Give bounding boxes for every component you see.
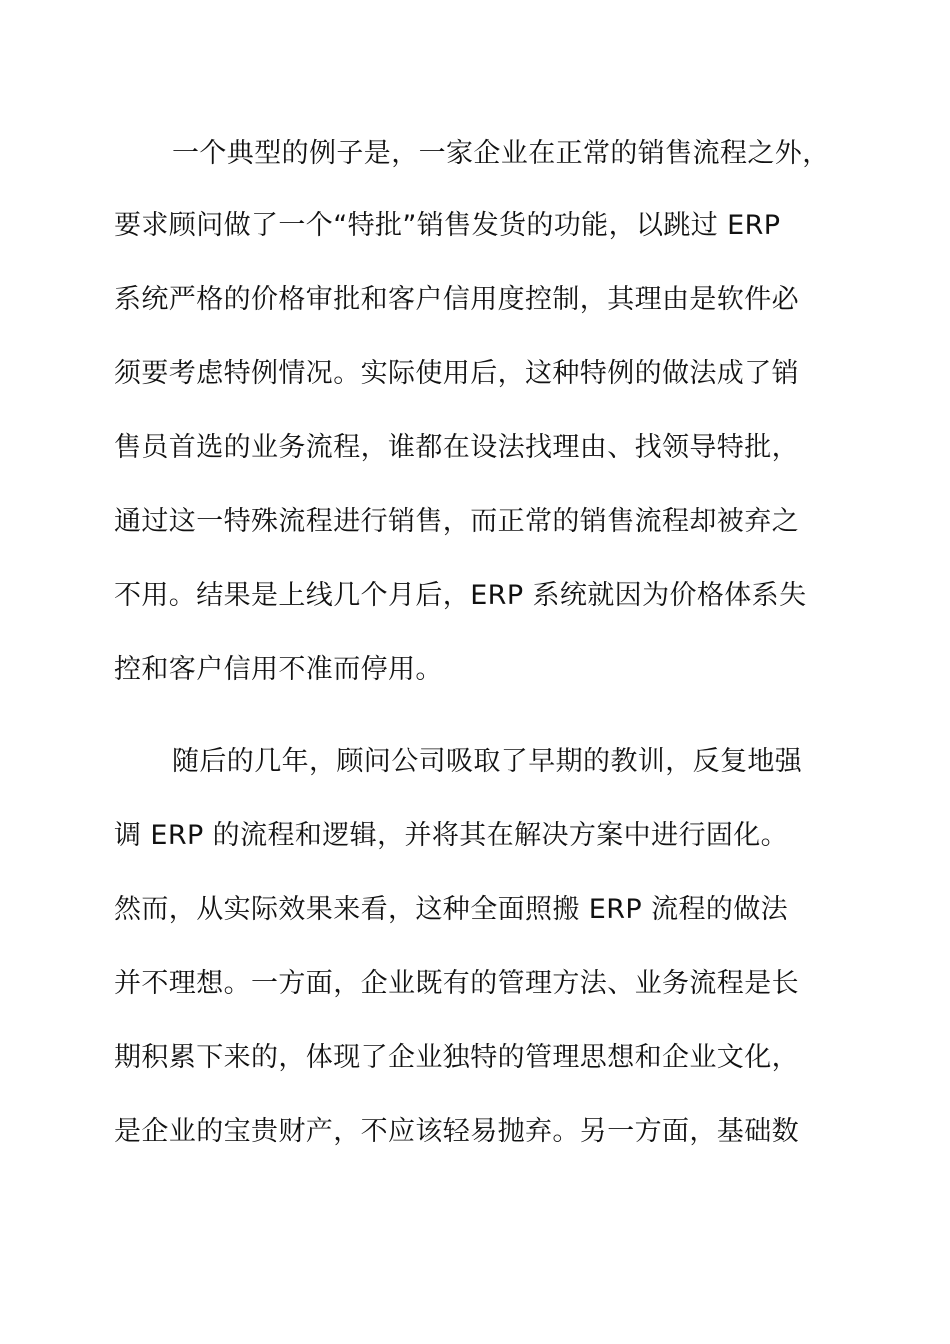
text-line: 随后的几年，顾问公司吸取了早期的教训，反复地强 (172, 746, 803, 777)
text-line: 控和客户信用不准而停用。 (114, 654, 443, 685)
text-line: 然而，从实际效果来看，这种全面照搬 ERP 流程的做法 (114, 894, 789, 925)
text-line: 是企业的宝贵财产，不应该轻易抛弃。另一方面，基础数 (114, 1116, 799, 1147)
text-line: 须要考虑特例情况。实际使用后，这种特例的做法成了销 (114, 358, 799, 389)
text-line: 不用。结果是上线几个月后，ERP 系统就因为价格体系失 (114, 580, 807, 611)
text-line: 系统严格的价格审批和客户信用度控制，其理由是软件必 (114, 284, 799, 315)
text-line: 售员首选的业务流程，谁都在设法找理由、找领导特批， (114, 432, 799, 463)
text-line: 一个典型的例子是，一家企业在正常的销售流程之外， (172, 138, 830, 169)
text-line: 调 ERP 的流程和逻辑，并将其在解决方案中进行固化。 (114, 820, 789, 851)
text-line: 并不理想。一方面，企业既有的管理方法、业务流程是长 (114, 968, 799, 999)
text-line: 通过这一特殊流程进行销售，而正常的销售流程却被弃之 (114, 506, 799, 537)
text-line: 要求顾问做了一个“特批”销售发货的功能，以跳过 ERP (114, 210, 781, 241)
text-line: 期积累下来的，体现了企业独特的管理思想和企业文化， (114, 1042, 799, 1073)
